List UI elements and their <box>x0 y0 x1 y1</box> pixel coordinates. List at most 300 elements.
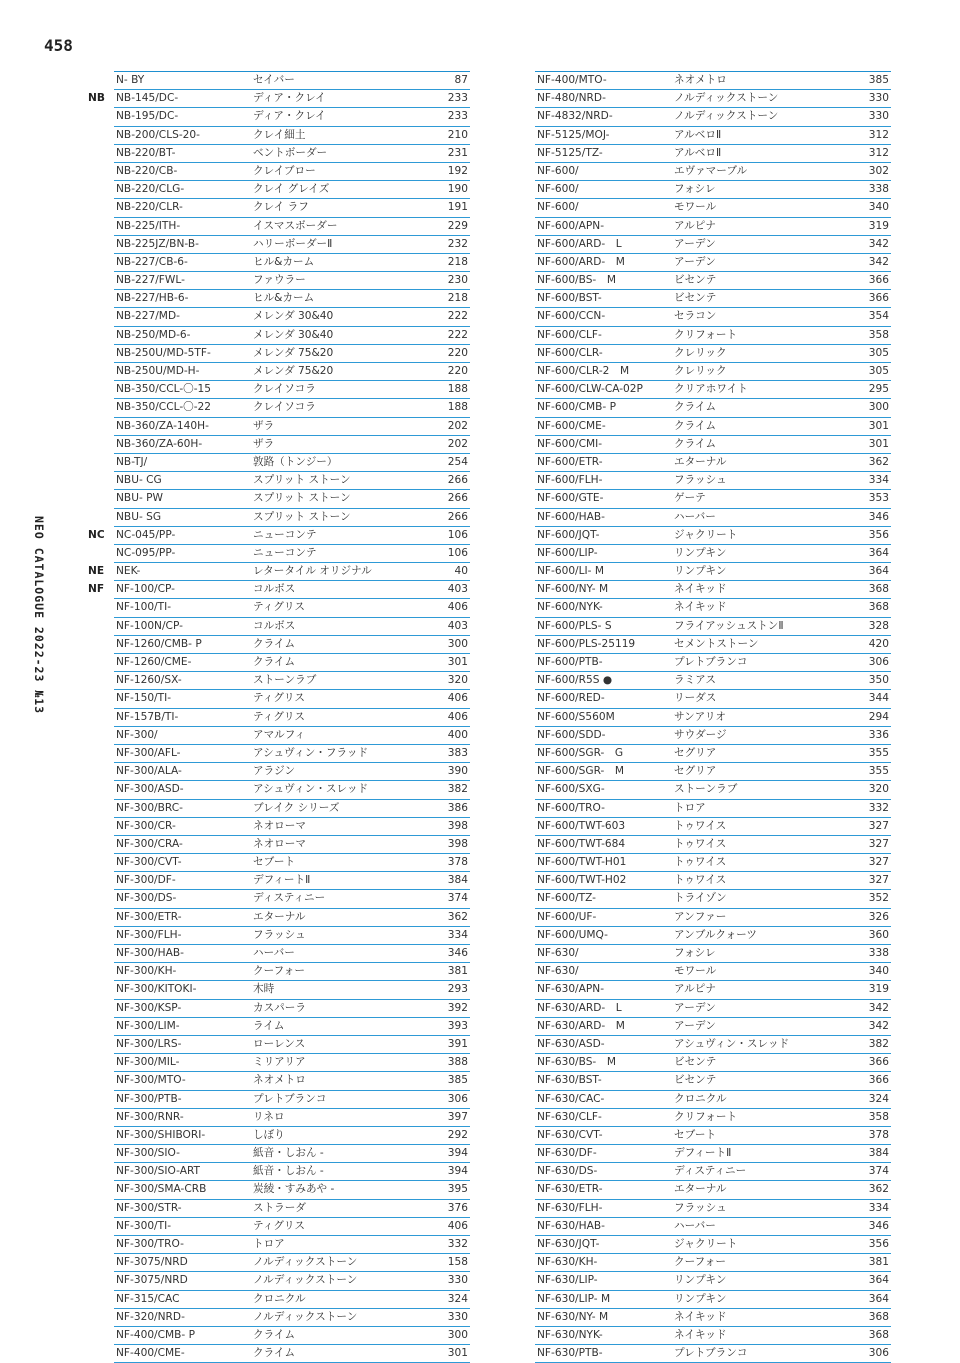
product-code: NF-630/DF- <box>537 1147 597 1160</box>
product-name: クリフォート <box>674 328 738 341</box>
product-code: NF-630/NYK- <box>537 1328 603 1341</box>
index-row <box>114 290 470 308</box>
index-row <box>114 236 470 254</box>
product-code: NF-630/HAB- <box>537 1219 605 1232</box>
product-name: フォシレ <box>674 947 716 959</box>
product-code: NF-5125/TZ- <box>537 146 603 159</box>
product-name: アシュヴィン・スレッド <box>674 1037 790 1050</box>
product-code: NF-600/RED- <box>537 692 605 705</box>
page-ref: 106 <box>447 528 468 541</box>
page-ref: 398 <box>447 837 468 850</box>
product-name: トゥワイス <box>674 819 727 832</box>
page-ref: 406 <box>447 710 468 723</box>
index-row <box>114 436 470 454</box>
index-row <box>114 872 470 890</box>
page-ref: 334 <box>868 1201 889 1214</box>
product-code: NB-350/CCL-〇-22 <box>116 401 212 414</box>
page-ref: 382 <box>447 783 468 796</box>
index-row <box>535 872 891 890</box>
index-row <box>114 981 470 999</box>
product-name: アンブルクォーツ <box>674 928 757 941</box>
page-ref: 383 <box>447 746 468 759</box>
index-row <box>535 1091 891 1109</box>
product-code: NF-600/SGR- G <box>537 746 624 759</box>
index-row <box>114 418 470 436</box>
product-name: ジャクリート <box>674 1238 738 1250</box>
page-ref: 360 <box>868 928 889 941</box>
page-ref: 222 <box>447 310 468 323</box>
product-name: ハリーボーダーⅡ <box>253 237 333 250</box>
product-code: NEK- <box>116 565 141 578</box>
product-name: セグリア <box>674 765 717 778</box>
page-ref: 305 <box>868 365 889 377</box>
product-code: NF-600/UF- <box>537 910 597 923</box>
product-name: ラミアス <box>674 674 716 687</box>
index-row <box>114 1291 470 1309</box>
product-code: NF-3075/NRD <box>116 1274 188 1287</box>
index-row <box>535 1109 891 1127</box>
product-code: NF-600/PLS- S <box>537 619 612 632</box>
index-row <box>114 890 470 908</box>
page-ref: 320 <box>447 674 468 687</box>
product-code: NF-630/LIP- M <box>537 1292 611 1305</box>
product-code: NF-300/BRC- <box>116 801 183 814</box>
index-row <box>535 1218 891 1236</box>
index-row <box>114 745 470 763</box>
product-name: ネオメトロ <box>253 1074 306 1087</box>
product-code: NB-TJ/ <box>116 455 148 468</box>
page-ref: 354 <box>868 310 889 323</box>
product-code: NF-600/UMQ- <box>537 928 608 941</box>
product-code: NF-600/LIP- <box>537 546 598 559</box>
index-row <box>535 672 891 690</box>
index-row <box>535 127 891 145</box>
product-name: フラッシュ <box>674 474 727 487</box>
product-name: ジャクリート <box>674 528 738 541</box>
index-row <box>535 1018 891 1036</box>
page-ref: 342 <box>868 237 889 250</box>
index-row <box>114 781 470 799</box>
product-name: アーデン <box>674 1019 716 1032</box>
index-row <box>114 345 470 363</box>
index-row <box>535 436 891 454</box>
index-row <box>114 1000 470 1018</box>
product-name: 紙音・しおん - <box>253 1147 324 1160</box>
page-ref: 346 <box>868 510 889 523</box>
product-code: NF-300/TRO- <box>116 1238 184 1250</box>
index-row <box>535 454 891 472</box>
page-ref: 327 <box>868 874 889 887</box>
page-ref: 220 <box>447 346 468 359</box>
product-code: NB-145/DC- <box>116 92 179 105</box>
page-ref: 385 <box>447 1074 468 1087</box>
page-ref: 218 <box>447 255 468 268</box>
page-ref: 364 <box>868 565 889 578</box>
page-ref: 346 <box>868 1219 889 1232</box>
product-name: サンアリオ <box>674 710 726 723</box>
index-row <box>535 254 891 272</box>
index-row <box>535 1054 891 1072</box>
index-row <box>535 1309 891 1327</box>
product-code: NF-630/NY- M <box>537 1310 609 1323</box>
index-row <box>114 363 470 381</box>
product-name: ノルディックストーン <box>674 110 779 123</box>
index-row <box>114 72 470 90</box>
index-row <box>535 763 891 781</box>
page-ref: 338 <box>868 947 889 959</box>
index-row <box>535 581 891 599</box>
product-code: NF-600/JQT- <box>537 528 600 541</box>
page-ref: 350 <box>868 674 889 687</box>
product-name: アルベロⅡ <box>674 128 722 141</box>
page-ref: 222 <box>447 328 468 341</box>
product-code: NB-220/CB- <box>116 164 178 177</box>
product-name: エターナル <box>253 910 306 923</box>
product-name: クライム <box>253 1347 296 1360</box>
index-row <box>114 1327 470 1345</box>
product-code: NF-600/PLS-25119 <box>537 637 636 650</box>
index-row <box>535 1072 891 1090</box>
product-name: リーダス <box>674 692 717 705</box>
product-name: エターナル <box>674 455 727 468</box>
product-code: NF-300/SMA-CRB <box>116 1183 207 1196</box>
product-name: トゥワイス <box>674 874 727 887</box>
page-ref: 327 <box>868 856 889 869</box>
product-code: NF-600/CCN- <box>537 310 606 323</box>
product-code: NF-600/PTB- <box>537 656 603 668</box>
product-code: NF-300/LRS- <box>116 1037 182 1050</box>
product-code: NF-300/CVT- <box>116 856 182 869</box>
index-row <box>535 181 891 199</box>
product-code: NF-600/S560M <box>537 710 615 723</box>
page-ref: 406 <box>447 692 468 705</box>
index-row <box>535 145 891 163</box>
product-name: ネイキッド <box>674 1310 727 1323</box>
page-ref: 301 <box>447 1347 468 1360</box>
index-row <box>114 1309 470 1327</box>
product-name: トゥワイス <box>674 856 727 869</box>
index-row <box>535 509 891 527</box>
product-code: N- BY <box>116 74 145 86</box>
product-code: NF-400/MTO- <box>537 74 607 86</box>
product-name: クリアホワイト <box>674 383 748 396</box>
page-ref: 301 <box>868 419 889 432</box>
product-name: デフィートⅡ <box>253 874 311 887</box>
index-row <box>114 254 470 272</box>
page-ref: 324 <box>868 1092 889 1105</box>
product-code: NB-220/CLR- <box>116 201 183 214</box>
index-row <box>535 1327 891 1345</box>
product-code: NF-4832/NRD- <box>537 110 613 123</box>
page-ref: 364 <box>868 1274 889 1287</box>
product-name: ビセンテ <box>674 1074 717 1087</box>
product-name: ネオローマ <box>253 819 306 832</box>
product-code: NF-1260/CME- <box>116 656 192 668</box>
product-code: NF-300/FLH- <box>116 928 182 941</box>
page-ref: 352 <box>868 892 889 905</box>
product-name: リンプキン <box>674 565 727 578</box>
index-row <box>114 800 470 818</box>
index-row <box>535 654 891 672</box>
product-name: ティグリス <box>253 1219 305 1232</box>
page-ref: 188 <box>447 383 468 396</box>
product-code: NF-630/BST- <box>537 1074 602 1087</box>
index-row <box>535 1000 891 1018</box>
index-row <box>114 1127 470 1145</box>
page-ref: 266 <box>447 510 468 523</box>
product-code: NB-227/FWL- <box>116 274 185 287</box>
product-name: クレイソコラ <box>253 401 316 414</box>
product-name: 木時 <box>253 983 275 996</box>
product-code: NB-220/CLG- <box>116 183 185 196</box>
product-name: セブート <box>674 1128 717 1141</box>
index-row <box>535 90 891 108</box>
page-ref: 381 <box>447 965 468 978</box>
product-name: クーフォー <box>674 1256 726 1269</box>
page-ref: 334 <box>868 474 889 487</box>
page-ref: 202 <box>447 437 468 450</box>
product-name: クリフォート <box>674 1110 738 1123</box>
product-code: NF-300/SIO- <box>116 1147 180 1160</box>
index-row <box>535 1291 891 1309</box>
product-name: ストラーダ <box>253 1201 306 1214</box>
page-ref: 346 <box>447 947 468 959</box>
product-name: エターナル <box>674 1183 727 1196</box>
product-name: クレリック <box>674 365 727 377</box>
index-row <box>114 963 470 981</box>
page-ref: 368 <box>868 601 889 614</box>
index-row <box>88 563 470 581</box>
index-row <box>535 418 891 436</box>
page-ref: 292 <box>447 1128 468 1141</box>
product-code: NF-100/CP- <box>116 583 176 596</box>
product-code: NF-600/CMI- <box>537 437 603 450</box>
product-name: プレトブランコ <box>253 1092 327 1105</box>
product-name: メレンダ 75&20 <box>253 365 334 377</box>
product-code: NB-227/CB-6- <box>116 255 188 268</box>
page-ref: 330 <box>447 1310 468 1323</box>
product-code: NB-195/DC- <box>116 110 179 123</box>
product-name: ハーバー <box>674 1219 716 1232</box>
product-name: ミリアリア <box>253 1056 306 1069</box>
product-code: NF-300/SHIBORI- <box>116 1128 206 1141</box>
page-ref: 326 <box>868 910 889 923</box>
index-row <box>114 472 470 490</box>
product-code: NF-150/TI- <box>116 692 172 705</box>
index-row <box>114 1036 470 1054</box>
product-name: ディスティニー <box>674 1165 747 1178</box>
page-ref: 301 <box>868 437 889 450</box>
index-row <box>114 690 470 708</box>
index-row <box>114 181 470 199</box>
page-ref: 366 <box>868 1056 889 1069</box>
page-ref: 300 <box>447 637 468 650</box>
product-code: NF-600/CMB- P <box>537 401 617 414</box>
product-code: NF-600/APN- <box>537 219 605 232</box>
index-row <box>535 72 891 90</box>
product-name: プレトブランコ <box>674 656 748 668</box>
product-code: NF-600/SDD- <box>537 728 606 741</box>
page-ref: 266 <box>447 492 468 505</box>
index-row <box>114 1218 470 1236</box>
product-code: NF-300/CR- <box>116 819 176 832</box>
product-name: ノルディックストーン <box>253 1274 358 1287</box>
page-ref: 330 <box>868 110 889 123</box>
product-name: サウダージ <box>674 728 727 741</box>
product-code: NF-630/ARD- L <box>537 1001 622 1014</box>
page-ref: 342 <box>868 255 889 268</box>
index-row <box>535 1181 891 1199</box>
product-name: フラッシュ <box>253 928 306 941</box>
product-name: クレイ ラフ <box>253 201 309 214</box>
index-row <box>114 836 470 854</box>
index-row <box>114 145 470 163</box>
page-ref: 87 <box>454 74 468 86</box>
product-name: しぼり <box>253 1128 285 1141</box>
product-name: アーデン <box>674 1001 716 1014</box>
product-code: NF-630/CVT- <box>537 1128 603 1141</box>
page-ref: 362 <box>447 910 468 923</box>
product-name: ニューコンテ <box>253 546 317 559</box>
product-code: NB-360/ZA-60H- <box>116 437 203 450</box>
index-row <box>535 327 891 345</box>
page-ref: 355 <box>868 746 889 759</box>
product-code: NF-630/KH- <box>537 1256 598 1269</box>
product-code: NF-630/FLH- <box>537 1201 603 1214</box>
page-ref: 332 <box>868 801 889 814</box>
index-row <box>114 127 470 145</box>
product-name: ビセンテ <box>674 1056 717 1069</box>
product-code: NB-227/HB-6- <box>116 292 189 305</box>
product-code: NB-250U/MD-5TF- <box>116 346 211 359</box>
product-name: クライム <box>253 656 296 668</box>
index-row <box>535 472 891 490</box>
page-number: 458 <box>44 36 73 55</box>
page-ref: 332 <box>447 1238 468 1250</box>
product-code: NF-300/ASD- <box>116 783 184 796</box>
index-row <box>535 1145 891 1163</box>
product-code: NF-630/CAC- <box>537 1092 605 1105</box>
product-code: NF-600/ARD- M <box>537 255 625 268</box>
group-label: NE <box>88 565 105 578</box>
product-name: クレイ グレイズ <box>253 183 330 196</box>
page-ref: 338 <box>868 183 889 196</box>
page-ref: 300 <box>447 1328 468 1341</box>
page-ref: 378 <box>868 1128 889 1141</box>
product-code: NF-630/ASD- <box>537 1037 605 1050</box>
product-name: カスパーラ <box>253 1001 306 1014</box>
index-row <box>88 90 470 108</box>
group-label: NF <box>88 583 105 596</box>
product-name: ザラ <box>253 419 275 432</box>
product-name: ライム <box>253 1019 285 1032</box>
index-row <box>535 108 891 126</box>
index-row <box>535 163 891 181</box>
index-row <box>535 563 891 581</box>
product-code: NF-600/CLF- <box>537 328 602 341</box>
page-ref: 368 <box>868 1310 889 1323</box>
index-row <box>114 1018 470 1036</box>
page-ref: 340 <box>868 201 889 214</box>
index-row <box>535 1345 891 1363</box>
product-name: フライアッシュストンⅡ <box>674 619 784 632</box>
product-name: ネオローマ <box>253 837 306 850</box>
product-name: アルピナ <box>674 219 716 232</box>
index-row <box>114 218 470 236</box>
product-code: NF-630/JQT- <box>537 1238 600 1250</box>
product-code: NF-600/TWT-603 <box>537 819 626 832</box>
index-row <box>114 909 470 927</box>
product-name: メレンダ 30&40 <box>253 328 334 341</box>
page-ref: 210 <box>447 128 468 141</box>
product-code: NF-600/TWT-H01 <box>537 856 627 869</box>
index-row <box>535 381 891 399</box>
product-name: デフィートⅡ <box>674 1147 732 1160</box>
index-row <box>114 854 470 872</box>
index-row <box>114 927 470 945</box>
index-row <box>114 818 470 836</box>
product-name: ティグリス <box>253 601 305 614</box>
product-name: アルピナ <box>674 983 716 996</box>
product-code: NF-600/ETR- <box>537 455 603 468</box>
page-ref: 362 <box>868 1183 889 1196</box>
page-ref: 312 <box>868 146 889 159</box>
index-row <box>114 727 470 745</box>
page-ref: 356 <box>868 1238 889 1250</box>
page-ref: 233 <box>447 92 468 105</box>
product-name: ハーバー <box>674 510 716 523</box>
product-name: フォシレ <box>674 183 716 196</box>
product-code: NF-100/TI- <box>116 601 172 614</box>
product-code: NF-630/PTB- <box>537 1347 603 1360</box>
product-code: NF-600/R5S ● <box>537 674 613 687</box>
product-name: ノルディックストーン <box>253 1256 358 1269</box>
page-ref: 381 <box>868 1256 889 1269</box>
page-ref: 368 <box>868 583 889 596</box>
index-row <box>535 963 891 981</box>
page-ref: 324 <box>447 1292 468 1305</box>
product-code: NF-600/ <box>537 201 579 214</box>
page-ref: 305 <box>868 346 889 359</box>
product-code: NF-600/TWT-H02 <box>537 874 627 887</box>
product-name: クロニクル <box>674 1092 727 1105</box>
product-code: NB-360/ZA-140H- <box>116 419 209 432</box>
page-ref: 327 <box>868 837 889 850</box>
page-ref: 394 <box>447 1165 468 1178</box>
index-row <box>535 854 891 872</box>
product-name: クレリック <box>674 346 727 359</box>
product-code: NF-630/CLF- <box>537 1110 602 1123</box>
product-code: NF-300/RNR- <box>116 1110 184 1123</box>
page-ref: 384 <box>447 874 468 887</box>
index-row <box>114 1200 470 1218</box>
page-ref: 366 <box>868 274 889 287</box>
product-code: NF-600/CLW-CA-02P <box>537 383 643 396</box>
index-row <box>535 199 891 217</box>
index-row <box>535 1272 891 1290</box>
catalogue-title: NEO CATALOGUE 2022-23 №13 <box>32 516 46 715</box>
index-row <box>535 490 891 508</box>
page-ref: 374 <box>447 892 468 905</box>
product-code: NF-600/FLH- <box>537 474 603 487</box>
product-code: NF-300/KITOKI- <box>116 983 197 996</box>
index-row <box>114 1163 470 1181</box>
index-row <box>535 236 891 254</box>
page-ref: 385 <box>868 74 889 86</box>
index-row <box>535 818 891 836</box>
product-code: NC-095/PP- <box>116 546 176 559</box>
product-name: モワール <box>674 201 717 214</box>
